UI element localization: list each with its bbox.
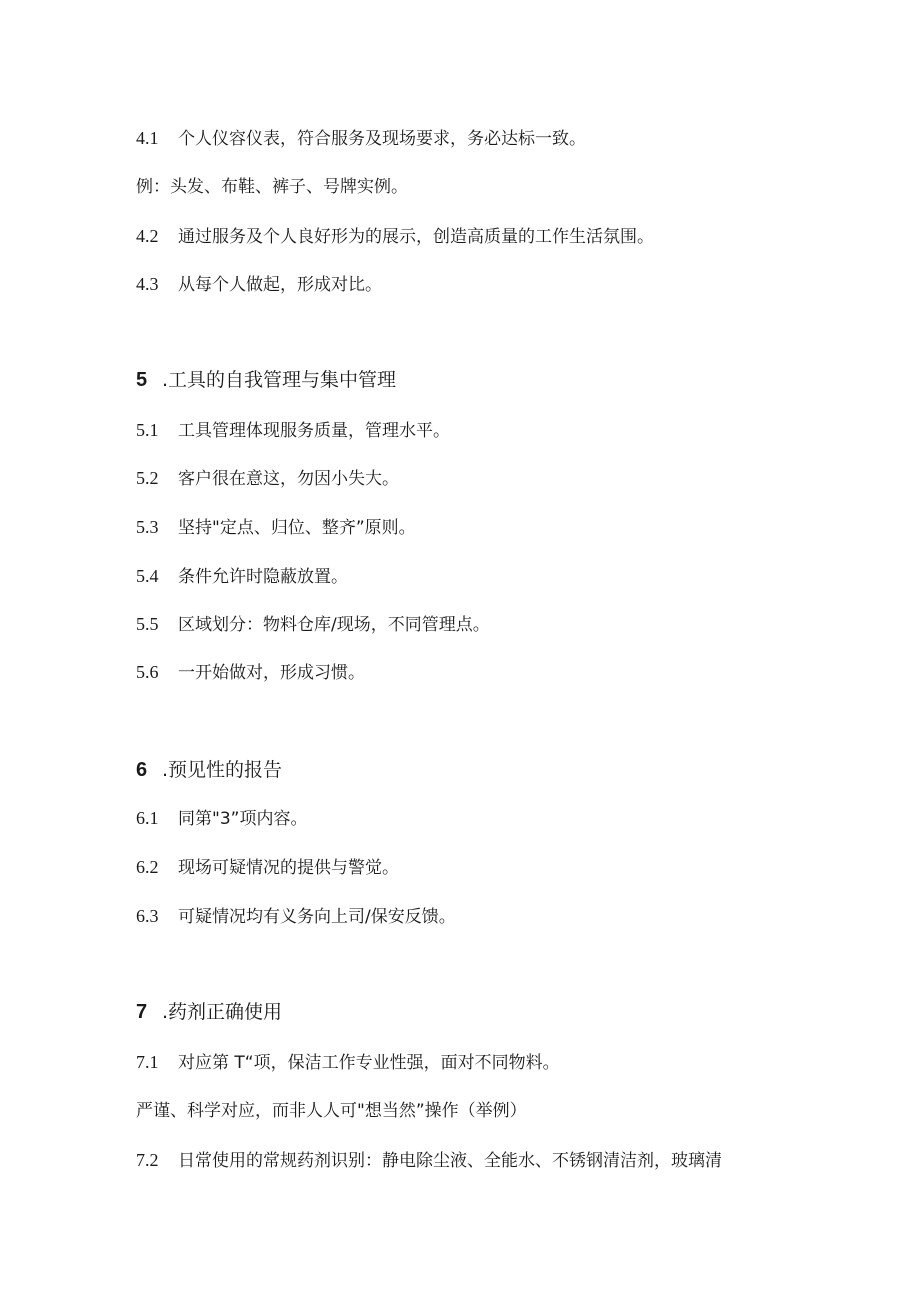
item-text: 可疑情况均有义务向上司/保安反馈。 [178,907,456,927]
section-number: 5 [136,369,148,391]
item-5-4 [136,564,348,589]
item-text: 通过服务及个人良好形为的展示，创造高质量的工作生活氛围。 [178,227,654,247]
item-5-1 [136,418,450,443]
item-text: 同第"3”项内容。 [178,809,308,829]
item-text: 工具管理体现服务质量，管理水平。 [178,421,450,441]
item-text: 现场可疑情况的提供与警觉。 [178,858,399,878]
item-5-6 [136,660,365,685]
item-number: 4.3 [136,274,159,294]
item-number: 5.4 [136,566,159,586]
item-6-3 [136,904,456,929]
item-5-3 [136,515,416,540]
item-text: 对应第 T“项，保洁工作专业性强，面对不同物料。 [178,1053,560,1073]
item-number: 7.1 [136,1052,159,1072]
item-text: 条件允许时隐蔽放置。 [178,567,348,587]
item-text: 一开始做对，形成习惯。 [178,663,365,683]
item-4-1 [136,126,586,151]
section-5-heading [136,367,396,393]
item-6-2 [136,855,399,880]
item-number: 5.2 [136,468,159,488]
item-number: 5.6 [136,662,159,682]
item-number: 5.3 [136,517,159,537]
section-title: .药剂正确使用 [162,1001,283,1023]
item-5-2 [136,466,399,491]
item-6-1 [136,806,307,831]
item-4-3 [136,272,382,297]
item-text: 个人仪容仪表，符合服务及现场要求，务必达标一致。 [178,129,586,149]
item-number: 7.2 [136,1150,159,1170]
item-text: 坚持"定点、归位、整齐”原则。 [178,518,416,538]
item-5-5 [136,612,490,637]
item-7-1-continuation [136,1099,527,1123]
item-number: 5.5 [136,614,159,634]
item-4-2 [136,224,654,249]
item-4-example [136,175,408,199]
item-7-1 [136,1050,560,1075]
section-number: 7 [136,1001,148,1023]
item-number: 6.1 [136,808,159,828]
item-7-2 [136,1148,722,1173]
item-text: 区域划分：物料仓库/现场，不同管理点。 [178,615,490,635]
section-6-heading [136,757,282,783]
item-text: 从每个人做起，形成对比。 [178,275,382,295]
section-7-heading [136,999,282,1025]
item-number: 6.2 [136,857,159,877]
item-text: 日常使用的常规药剂识别：静电除尘液、全能水、不锈钢清洁剂，玻璃清 [178,1151,722,1171]
section-title: .工具的自我管理与集中管理 [162,369,397,391]
item-number: 6.3 [136,906,159,926]
item-number: 4.2 [136,226,159,246]
item-text: 严谨、科学对应，而非人人可"想当然”操作（举例） [136,1101,527,1121]
item-number: 4.1 [136,128,159,148]
section-title: .预见性的报告 [162,759,283,781]
section-number: 6 [136,759,148,781]
item-text: 客户很在意这，勿因小失大。 [178,469,399,489]
item-text: 例：头发、布鞋、裤子、号牌实例。 [136,177,408,197]
item-number: 5.1 [136,420,159,440]
